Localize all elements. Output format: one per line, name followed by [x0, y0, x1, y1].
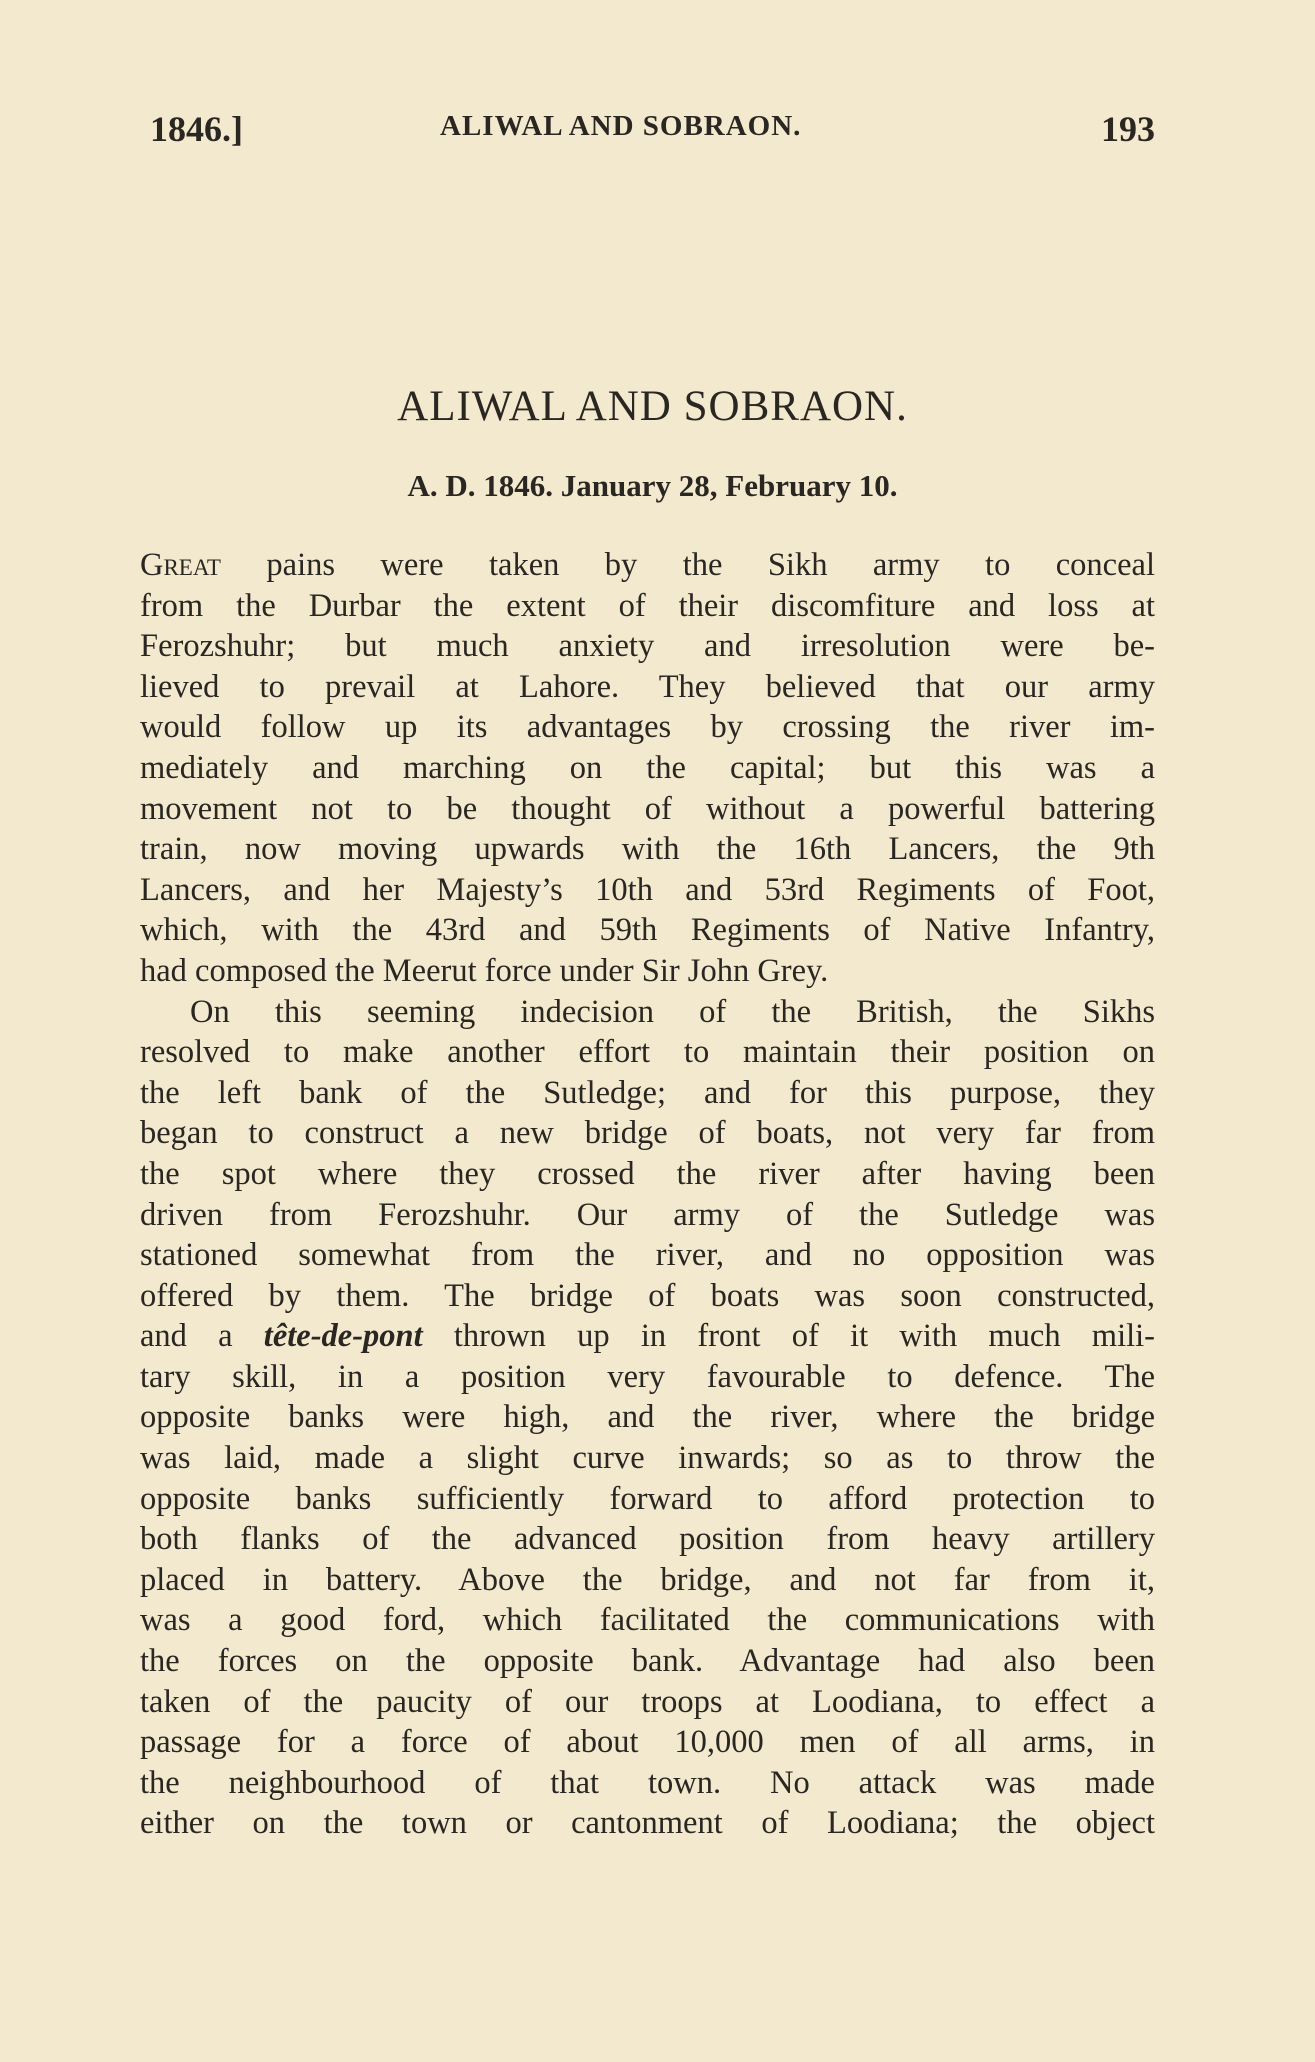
text-line: [140, 1316, 1155, 1357]
text-line: Ferozshuhr; but much anxiety and irresolution were be-: [140, 628, 1155, 665]
drop-word: Great: [140, 547, 221, 583]
line-text: pains were taken by the Sikh army to conceal: [220, 547, 1155, 583]
text-line: was a good ford, which facilitated the communications with: [140, 1602, 1155, 1639]
text-line: passage for a force of about 10,000 men of all arms, in: [140, 1724, 1155, 1761]
text-line: Lancers, and her Majesty’s 10th and 53rd Regiments of Foot,: [140, 871, 1155, 908]
text-line: stationed somewhat from the river, and no opposition was: [140, 1237, 1155, 1274]
text-line: tary skill, in a position very favourable to defence. The: [140, 1358, 1155, 1395]
text-line: had composed the Meerut force under Sir John Grey.: [140, 952, 829, 989]
text-line: movement not to be thought of without a powerful battering: [140, 790, 1155, 827]
text-line: mediately and marching on the capital; but this was a: [140, 749, 1155, 786]
page-number: 193: [1101, 109, 1155, 149]
text-line: On this seeming indecision of the British, the Sikhs: [190, 993, 1155, 1030]
text-line: both flanks of the advanced position from heavy artillery: [140, 1521, 1155, 1558]
text-line: [140, 545, 1155, 586]
line-text: and a: [140, 1318, 264, 1355]
body-text: [140, 545, 1155, 1844]
line-text: thrown up in front of it with much mili-: [422, 1318, 1155, 1355]
text-line: offered by them. The bridge of boats was soon constructed,: [140, 1277, 1155, 1314]
text-line: driven from Ferozshuhr. Our army of the Sutledge was: [140, 1196, 1155, 1233]
text-line: opposite banks sufficiently forward to afford protection to: [140, 1480, 1155, 1517]
text-line: placed in battery. Above the bridge, and not far from it,: [140, 1561, 1155, 1598]
header-running-title: ALIWAL AND SOBRAON.: [440, 110, 802, 142]
text-line: the neighbourhood of that town. No attack was made: [140, 1764, 1155, 1801]
text-line: would follow up its advantages by crossing the river im-: [140, 709, 1155, 746]
text-line: the left bank of the Sutledge; and for this purpose, they: [140, 1074, 1155, 1111]
text-line: the forces on the opposite bank. Advantage had also been: [140, 1643, 1155, 1680]
text-line: began to construct a new bridge of boats, not very far from: [140, 1115, 1155, 1152]
text-line: which, with the 43rd and 59th Regiments of Native Infantry,: [140, 912, 1155, 949]
text-line: taken of the paucity of our troops at Loodiana, to effect a: [140, 1683, 1155, 1720]
text-line: train, now moving upwards with the 16th Lancers, the 9th: [140, 831, 1155, 868]
header-year: 1846.]: [150, 109, 243, 149]
text-line: lieved to prevail at Lahore. They believed that our army: [140, 668, 1155, 705]
text-line: from the Durbar the extent of their discomfiture and loss at: [140, 587, 1155, 624]
text-line: resolved to make another effort to maintain their position on: [140, 1034, 1155, 1071]
italic-phrase: tête-de-pont: [263, 1318, 423, 1355]
text-line: was laid, made a slight curve inwards; so as to throw the: [140, 1440, 1155, 1477]
text-line: the spot where they crossed the river after having been: [140, 1155, 1155, 1192]
chapter-title: ALIWAL AND SOBRAON.: [397, 383, 908, 430]
text-line: either on the town or cantonment of Loodiana; the object: [140, 1805, 1155, 1842]
chapter-dateline: A. D. 1846. January 28, February 10.: [407, 468, 898, 503]
running-head: [150, 108, 1155, 158]
text-line: opposite banks were high, and the river, where the bridge: [140, 1399, 1155, 1436]
